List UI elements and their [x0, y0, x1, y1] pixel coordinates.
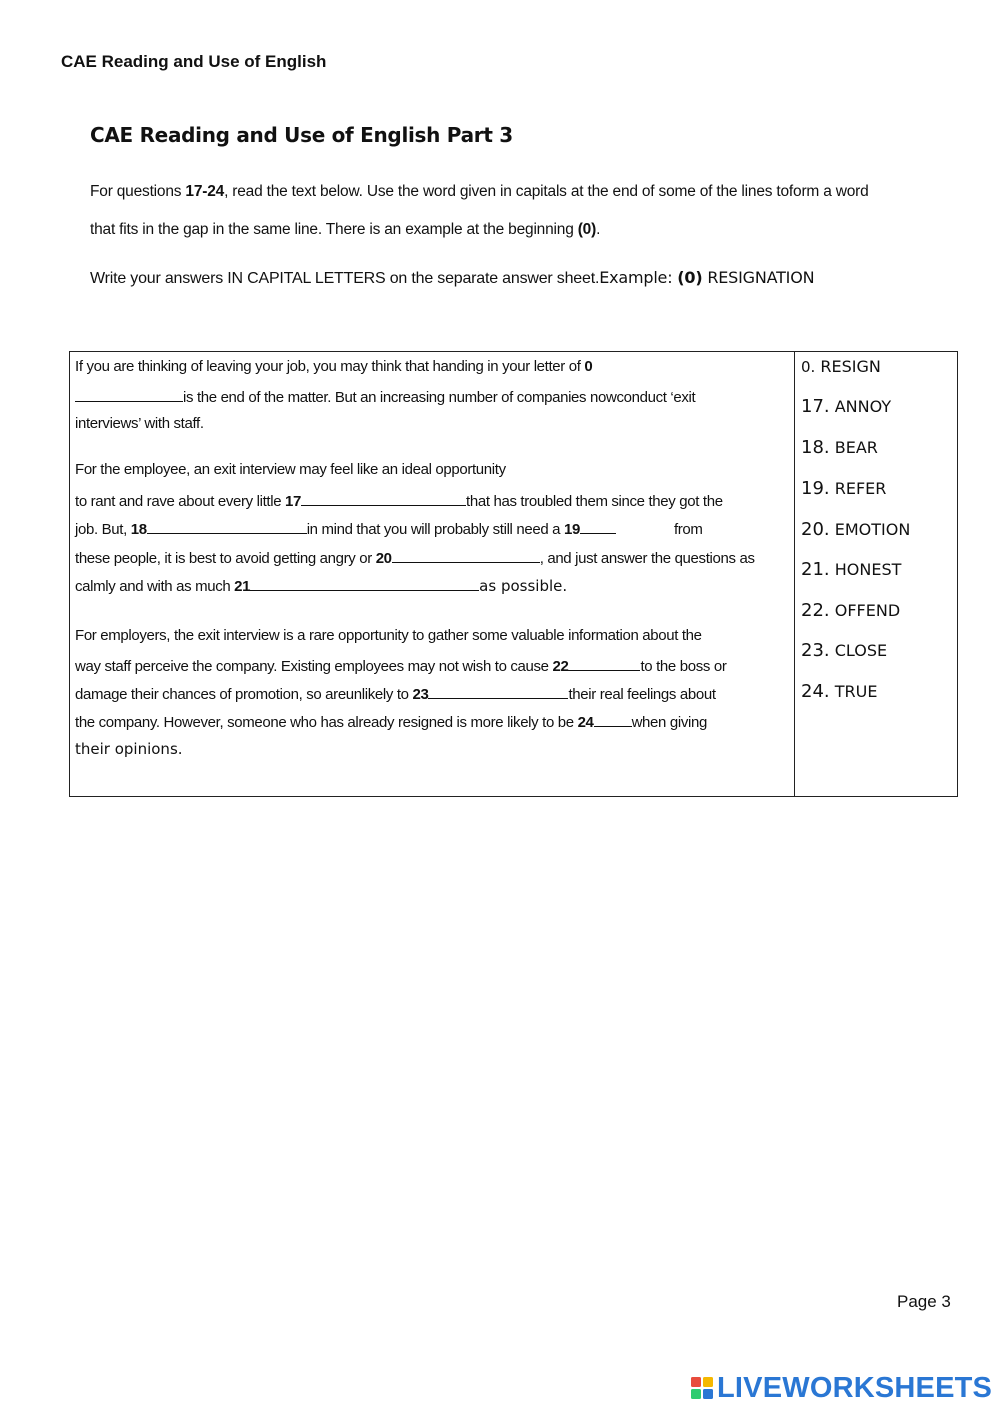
word-number: 19.	[801, 478, 830, 499]
liveworksheets-brand[interactable]	[690, 1372, 992, 1404]
passage-text: For employers, the exit interview is a rare opportunity to gather some valuable information about the	[75, 627, 702, 644]
gap-17-blank[interactable]	[301, 491, 466, 506]
gap-23-blank[interactable]	[428, 684, 568, 699]
word-item-0	[801, 357, 881, 376]
passage-text: , and just answer the questions as	[539, 550, 755, 567]
word-number: 21.	[801, 559, 830, 580]
word-item-24	[801, 681, 877, 702]
gap-number-17: 17	[285, 493, 302, 510]
question-range: 17-24	[185, 183, 225, 200]
passage-line	[75, 684, 788, 704]
passage-line	[75, 627, 788, 645]
passage-text: to the boss or	[640, 658, 727, 675]
running-header: CAE Reading and Use of English	[61, 52, 327, 71]
passage-text: is the end of the matter. But an increasing number of companies nowconduct ‘exit	[183, 389, 696, 406]
brand-name: LIVEWORKSHEETS	[717, 1371, 993, 1404]
gap-number-21: 21	[234, 578, 251, 595]
word-stem: OFFEND	[834, 601, 901, 620]
passage-text: way staff perceive the company. Existing employees may not wish to cause	[75, 658, 553, 675]
example-marker: (0)	[577, 221, 597, 238]
gap-number-24: 24	[577, 714, 594, 731]
word-number: 20.	[801, 519, 830, 540]
task-table	[69, 351, 958, 797]
liveworksheets-logo-icon	[690, 1376, 714, 1400]
gap-number-22: 22	[552, 658, 569, 675]
word-stem: RESIGN	[820, 357, 881, 376]
word-item-17	[801, 396, 891, 417]
instructions-text: .	[596, 221, 601, 238]
passage-segment	[75, 491, 723, 511]
gap-number-0: 0	[584, 358, 593, 375]
instructions-text: For questions	[90, 183, 186, 200]
passage-text: For the employee, an exit interview may feel like an ideal opportunity	[75, 461, 506, 478]
passage-text: as possible.	[479, 577, 568, 595]
passage-text: these people, it is best to avoid getting angry or	[75, 550, 376, 567]
word-stem: ANNOY	[834, 397, 892, 416]
passage-text: to rant and rave about every little	[75, 493, 286, 510]
passage-text: interviews’ with staff.	[75, 415, 204, 432]
word-number: 18.	[801, 437, 830, 458]
passage-text: their real feelings about	[568, 686, 716, 703]
passage-line	[75, 461, 788, 479]
word-stem: REFER	[834, 479, 887, 498]
passage-line	[75, 415, 788, 433]
passage-text: calmly and with as much	[75, 578, 235, 595]
gap-number-20: 20	[375, 550, 392, 567]
instructions-line-3	[90, 268, 920, 288]
word-item-19	[801, 478, 886, 499]
gap-22-blank[interactable]	[568, 656, 640, 671]
word-item-18	[801, 437, 878, 458]
passage-line	[75, 358, 788, 376]
gap-19-blank[interactable]	[580, 519, 616, 534]
passage-text: job. But,	[75, 521, 131, 538]
passage-column	[70, 352, 795, 796]
gap-number-19: 19	[563, 521, 580, 538]
passage-text: damage their chances of promotion, so areunlikely to	[75, 686, 413, 703]
example-label: Example:	[599, 268, 678, 287]
word-number: 0.	[801, 358, 816, 376]
word-stem: HONEST	[834, 560, 902, 579]
gap-number-18: 18	[130, 521, 147, 538]
word-item-21	[801, 559, 901, 580]
word-number: 22.	[801, 600, 830, 621]
passage-line	[75, 656, 788, 676]
passage-text: the company. However, someone who has already resigned is more likely to be	[75, 714, 578, 731]
gap-number-23: 23	[412, 686, 429, 703]
word-stem: CLOSE	[834, 641, 888, 660]
instructions-text: that fits in the gap in the same line. There is an example at the beginning	[90, 221, 578, 238]
instructions-line-1	[90, 183, 920, 201]
passage-line	[75, 576, 788, 596]
passage-text: when giving	[631, 714, 707, 731]
passage-line	[75, 740, 788, 759]
page-number: Page 3	[897, 1292, 951, 1311]
word-item-23	[801, 640, 887, 661]
gap-24-blank[interactable]	[594, 712, 632, 727]
passage-line	[75, 491, 788, 511]
passage-line	[75, 712, 788, 732]
word-number: 23.	[801, 640, 830, 661]
passage-line	[75, 548, 788, 568]
passage-text: If you are thinking of leaving your job, you may think that handing in your letter of	[75, 358, 585, 375]
passage-line	[75, 387, 788, 407]
gap-18-blank[interactable]	[147, 519, 307, 534]
word-stem: BEAR	[834, 438, 878, 457]
gap-20-blank[interactable]	[392, 548, 540, 563]
example-marker: (0)	[677, 268, 703, 287]
gap-21-blank[interactable]	[250, 576, 479, 591]
example-answer: RESIGNATION	[702, 268, 815, 287]
passage-line	[75, 519, 788, 539]
word-column	[795, 352, 957, 796]
passage-text: from	[673, 521, 703, 538]
gap-0-blank	[75, 387, 183, 402]
word-number: 17.	[801, 396, 830, 417]
instructions-text: , read the text below. Use the word given in capitals at the end of some of the lines toform a word	[224, 183, 869, 200]
page-title: CAE Reading and Use of English Part 3	[90, 123, 513, 147]
word-stem: EMOTION	[834, 520, 911, 539]
passage-text: that has troubled them since they got the	[466, 493, 723, 510]
word-number: 24.	[801, 681, 830, 702]
passage-text: their opinions.	[75, 740, 183, 758]
instructions-line-2	[90, 221, 920, 239]
word-item-22	[801, 600, 900, 621]
word-item-20	[801, 519, 910, 540]
instructions-text: Write your answers IN CAPITAL LETTERS on the separate answer sheet.	[90, 270, 600, 287]
word-stem: TRUE	[834, 682, 878, 701]
passage-text: in mind that you will probably still need a	[306, 521, 564, 538]
